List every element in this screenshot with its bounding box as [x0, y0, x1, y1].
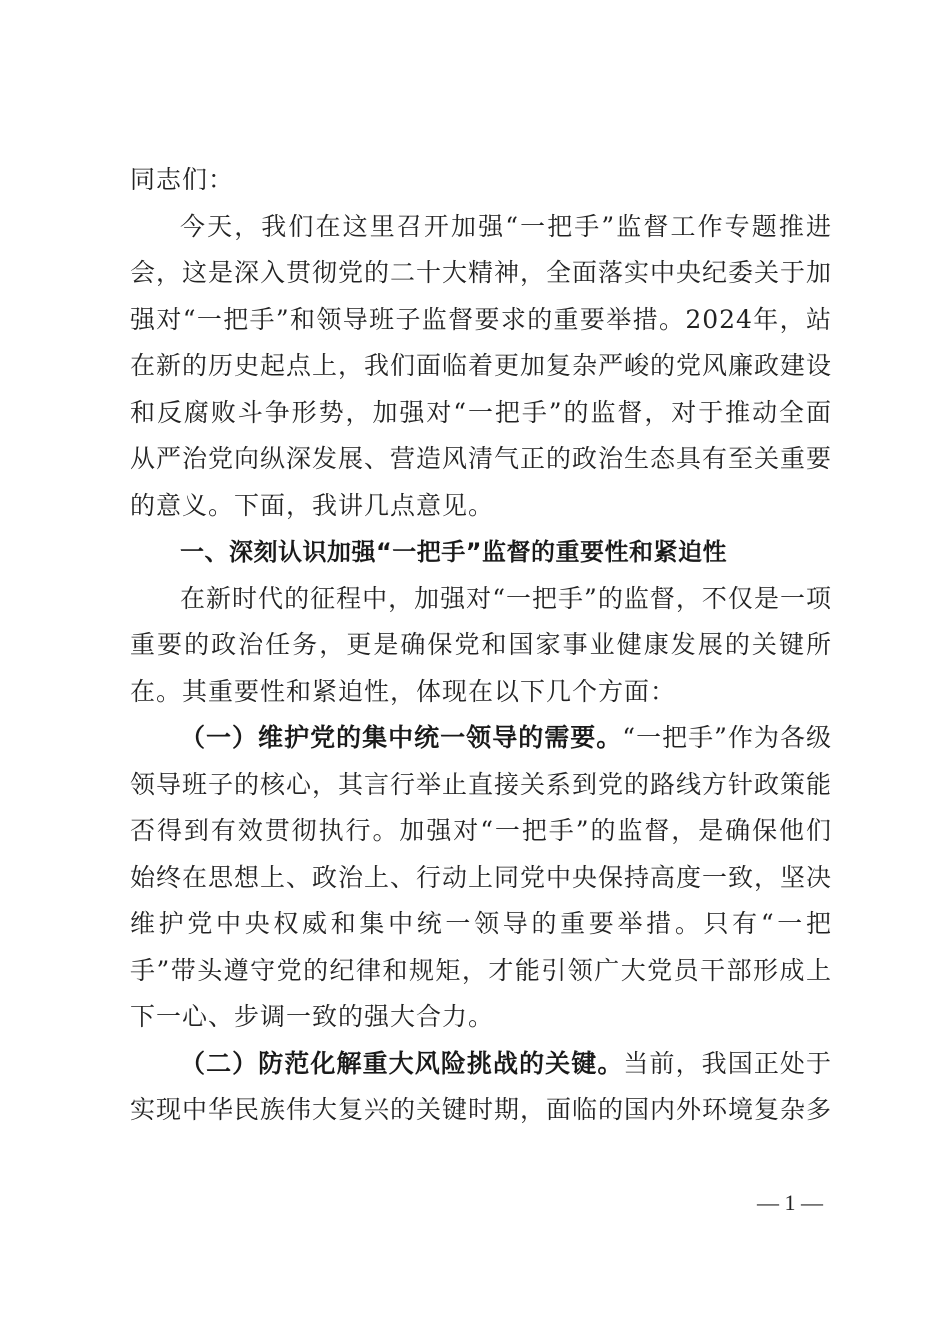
sub-item-heading: （二）防范化解重大风险挑战的关键。: [180, 1048, 624, 1078]
page-number: — 1 —: [757, 1190, 823, 1215]
document-body: [130, 157, 832, 1134]
intro-paragraph: 今天，我们在这里召开加强“一把手”监督工作专题推进会，这是深入贯彻党的二十大精神，全面落实中央纪委关于加强对“一把手”和领导班子监督要求的重要举措。2024年，站在新的历史起点上，我们面临着更加复杂严峻的党风廉政建设和反腐败斗争形势，加强对“一把手”的监督，对于推动全面从严治党向纵深发展、营造风清气正的政治生态具有至关重要的意义。下面，我讲几点意见。: [130, 211, 833, 520]
sub-item-paragraph: [130, 1041, 832, 1134]
sub-item-heading: （一）维护党的集中统一领导的需要。: [180, 723, 623, 752]
salutation: 同志们：: [130, 165, 235, 194]
section-heading: 一、深刻认识加强“一把手”监督的重要性和紧迫性: [180, 538, 728, 566]
section-intro-paragraph: 在新时代的征程中，加强对“一把手”的监督，不仅是一项重要的政治任务，更是确保党和国家事业健康发展的关键所在。其重要性和紧迫性，体现在以下几个方面：: [130, 583, 832, 706]
sub-item-paragraph: [130, 715, 832, 1041]
sub-item-body: 当前，我国正处于实现中华民族伟大复兴的关键时期，面临的国内外环境复杂多: [130, 1048, 833, 1124]
sub-item-body: “一把手”作为各级领导班子的核心，其言行举止直接关系到党的路线方针政策能否得到有效贯彻执行。加强对“一把手”的监督，是确保他们始终在思想上、政治上、行动上同党中央保持高度一致，坚决维护党中央权威和集中统一领导的重要举措。只有“一把手”带头遵守党的纪律和规矩，才能引领广大党员干部形成上下一心、步调一致的强大合力。: [130, 723, 833, 1031]
